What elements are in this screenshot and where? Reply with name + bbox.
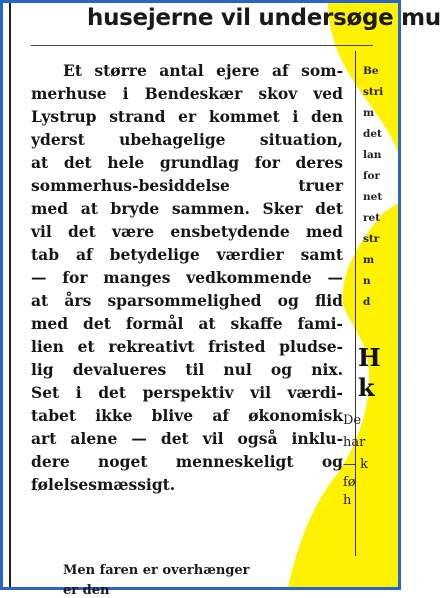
fragment-text: lan	[363, 149, 382, 161]
fragment-text: ret	[363, 212, 381, 224]
article-line: dere noget menneskeligt og	[31, 452, 343, 471]
headline: husejerne vil undersøge mu	[87, 5, 441, 31]
article-line: lig devalueres til nul og nix.	[31, 360, 343, 379]
fragment-text: for	[363, 170, 381, 182]
cut-off-line: er den	[63, 583, 110, 598]
fragment-text: har	[343, 435, 366, 450]
fragment-text: h	[343, 493, 352, 508]
fragment-text: De	[343, 413, 362, 428]
article-body	[31, 59, 343, 496]
fragment-text: — k	[343, 457, 369, 472]
article-line: — for manges vedkommende —	[31, 268, 343, 287]
article-line: følelsesmæssigt.	[31, 475, 176, 494]
fragment-text: n	[363, 275, 371, 287]
fragment-text: stri	[363, 86, 384, 98]
article-line: Lystrup strand er kommet i den	[31, 107, 343, 126]
article-line: med det formål at skaffe fami-	[31, 314, 343, 333]
article-line: med at bryde sammen. Sker det	[31, 199, 343, 218]
fragment-text: str	[363, 233, 380, 245]
article-line: merhuse i Bendeskær skov ved	[31, 84, 343, 103]
article-line: Set i det perspektiv vil værdi-	[31, 383, 343, 402]
fragment-text: det	[363, 128, 382, 140]
article-line: tab af betydelige værdier samt	[31, 245, 343, 264]
article-line: Et større antal ejere af som-	[63, 61, 343, 80]
article-line: art alene — det vil også inklu-	[31, 429, 343, 448]
article-line: yderst ubehagelige situation,	[31, 130, 343, 149]
article-line: sommerhus-besiddelse truer	[31, 176, 343, 195]
fragment-heading: H	[358, 343, 381, 372]
article-line: at det hele grundlag for deres	[31, 153, 343, 172]
fragment-text: d	[363, 296, 371, 308]
fragment-text: m	[363, 107, 375, 119]
article-line: at års sparsommelighed og flid	[31, 291, 343, 310]
headline-rule	[31, 45, 373, 46]
left-column-rule	[9, 3, 11, 587]
fragment-text: net	[363, 191, 383, 203]
fragment-text: m	[363, 254, 375, 266]
continuation-line: Men faren er overhænger	[63, 563, 250, 578]
fragment-text: fø	[343, 475, 356, 490]
article-line: lien et rekreativt fristed pludse-	[31, 337, 343, 356]
adjacent-column-fragments	[363, 61, 395, 313]
fragment-text: Be	[363, 65, 379, 77]
fragment-heading: k	[358, 373, 375, 402]
article-line: tabet ikke blive af økonomisk	[31, 406, 343, 425]
article-line: vil det være ensbetydende med	[31, 222, 343, 241]
